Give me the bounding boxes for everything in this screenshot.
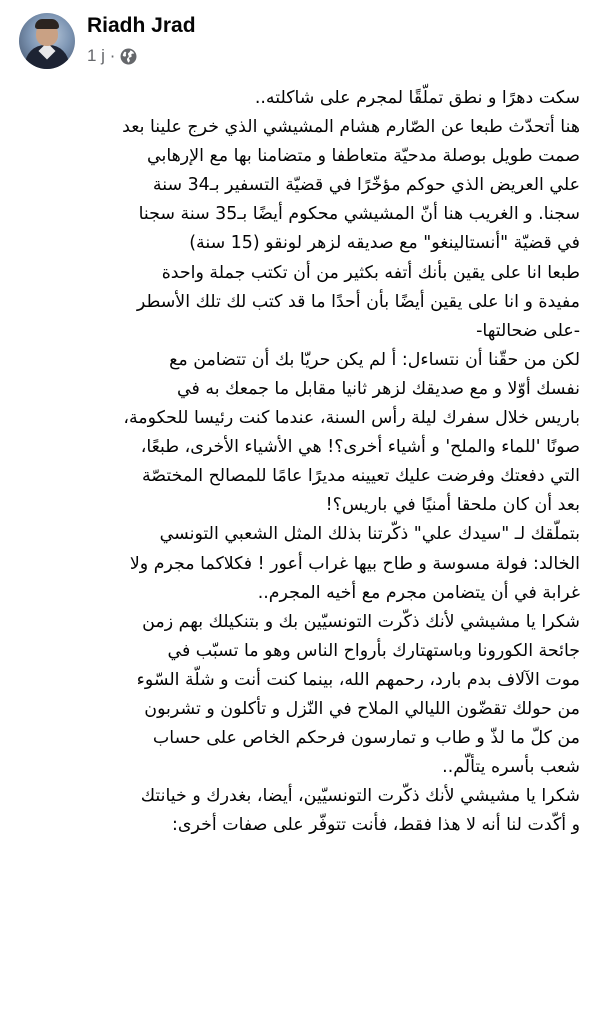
post-text-line: سجنا. و الغريب هنا أنّ المشيشي محكوم أيضًا بـ35 سنة سجنا bbox=[138, 204, 580, 225]
post-text-line: مفيدة و انا على يقين أيضًا بأن أحدًا ما قد كتب لك تلك الأسطر bbox=[136, 291, 580, 312]
post-text-line: في قضيّة "أنستالينغو" مع صديقه لزهر لونقو (15 سنة) bbox=[189, 233, 580, 254]
author-name[interactable]: Riadh Jrad bbox=[87, 14, 196, 37]
post-text-line: شكرا يا مشيشي لأنك ذكّرت التونسيّين، أيضا، بغدرك و خيانتك bbox=[140, 786, 580, 807]
post-body bbox=[0, 84, 580, 840]
post-text-line: باريس خلال سفرك ليلة رأس السنة، عندما كنت رئيسا للحكومة، bbox=[123, 408, 580, 429]
post-text-line: بتملّقك لـ "سيدك علي" ذكّرتنا بذلك المثل الشعبي التونسي bbox=[159, 524, 580, 545]
avatar[interactable] bbox=[19, 13, 75, 69]
post-text-line: نفسك أوّلا و مع صديقك لزهر ثانيا مقابل ما جمعك به في bbox=[177, 378, 580, 399]
post-text-line: -على ضحالتها- bbox=[476, 320, 580, 341]
avatar-hair bbox=[35, 19, 59, 29]
post-text-line: من حولك تقضّون الليالي الملاح في النّزل و تأكلون و تشربون bbox=[144, 698, 580, 719]
post-text-line: جائحة الكورونا وباستهتارك بأرواح الناس وهو ما تسبّب في bbox=[167, 640, 580, 661]
post-text-line: علي العريض الذي حوكم مؤخّرًا في قضيّة التسفير بـ34 سنة bbox=[152, 175, 580, 196]
post-text-line: سكت دهرًا و نطق تملّقًا لمجرم على شاكلته.. bbox=[254, 88, 580, 108]
globe-icon[interactable] bbox=[120, 48, 137, 65]
post-meta bbox=[87, 46, 137, 66]
meta-separator: · bbox=[109, 46, 116, 66]
post-text-line: لكن من حقّنا أن نتساءل: أ لم يكن حريّا بك أن تتضامن مع bbox=[169, 349, 580, 370]
post-header bbox=[0, 0, 591, 80]
post-text-line: صمت طويل بوصلة مدحيّة متعاطفا و متضامنا بها مع الإرهابي bbox=[147, 146, 580, 167]
post-text-line: غرابة في أن يتضامن مجرم مع أخيه المجرم.. bbox=[257, 582, 580, 603]
post-text-line: شعب بأسره يتألّم.. bbox=[442, 757, 580, 778]
post-text-line: بعد أن كان ملحقا أمنيًا في باريس؟! bbox=[325, 495, 580, 516]
post-text-line: الخالد: فولة مسوسة و طاح بيها غراب أعور ! فكلاكما مجرم ولا bbox=[129, 553, 580, 574]
post-text-line: شكرا يا مشيشي لأنك ذكّرت التونسيّين بك و بتنكيلك بهم زمن bbox=[142, 611, 580, 632]
post-text-line: صونًا 'للماء والملح' و أشياء أخرى؟! هي الأشياء الأخرى، طبعًا، bbox=[140, 437, 580, 458]
post-timestamp[interactable]: 1 j bbox=[87, 46, 105, 65]
post-text-line: هنا أتحدّث طبعا عن الصّارم هشام المشيشي الذي خرج علينا بعد bbox=[122, 117, 580, 138]
post-text-line: و أكّدت لنا أنه لا هذا فقط، فأنت تتوفّر على صفات أخرى: bbox=[172, 815, 580, 836]
post-text-line: التي دفعتك وفرضت عليك تعيينه مديرًا عامًا للمصالح المختصّة bbox=[141, 466, 580, 487]
post-text-line: طبعا انا على يقين بأنك أتفه بكثير من أن تكتب جملة واحدة bbox=[161, 262, 580, 283]
post-text-line: موت الآلاف بدم بارد، رحمهم الله، بينما كنت أنت و شلّة السّوء bbox=[136, 669, 580, 690]
post-text-line: من كلّ ما لذّ و طاب و تمارسون فرحكم الخاص على حساب bbox=[152, 728, 580, 749]
post-text bbox=[0, 84, 580, 840]
